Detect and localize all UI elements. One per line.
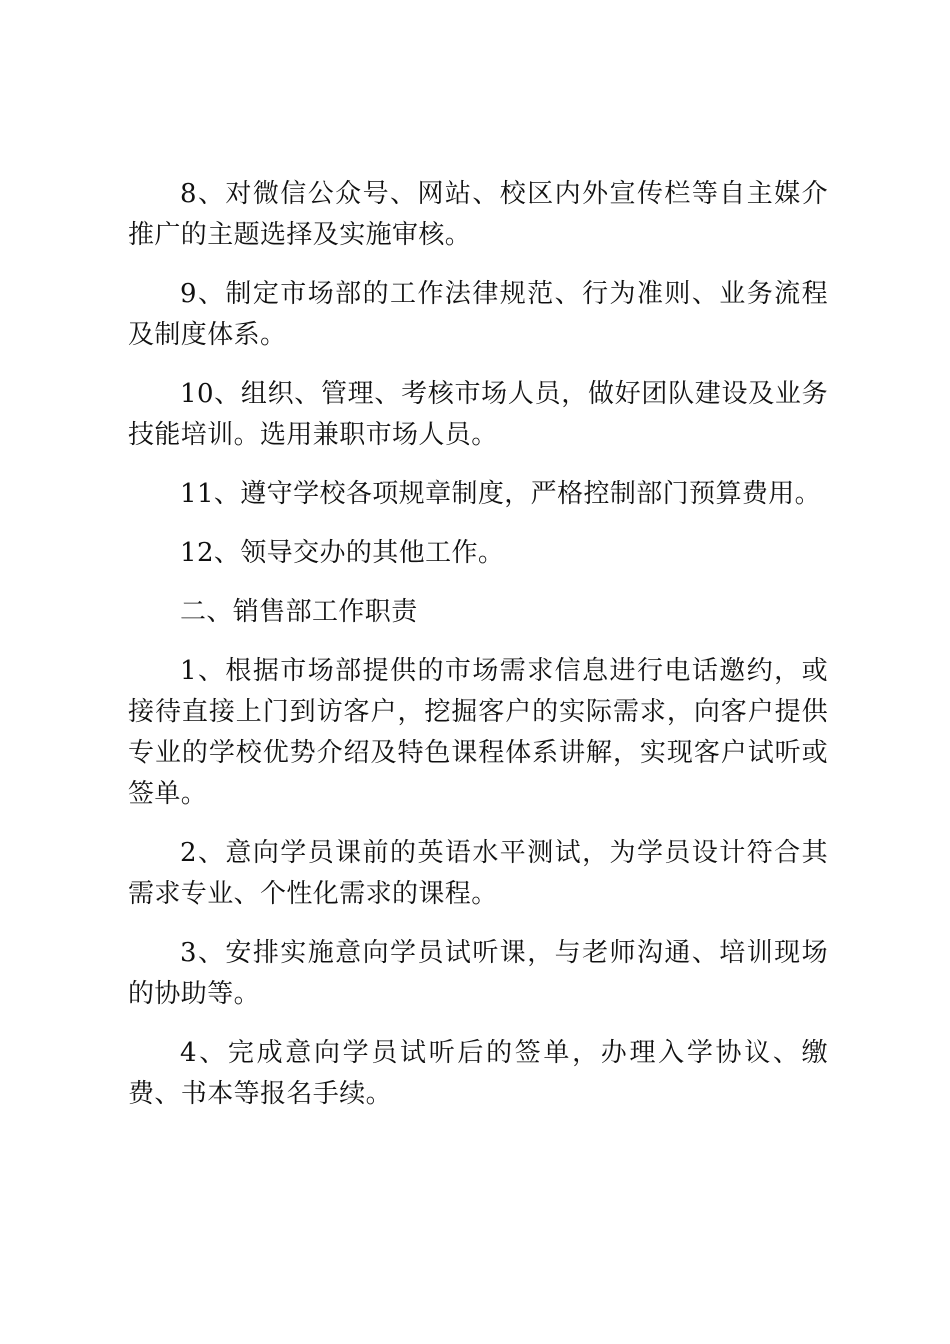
paragraph-sales-item-4: 4、完成意向学员试听后的签单，办理入学协议、缴费、书本等报名手续。	[128, 1038, 828, 1109]
paragraph-item-9: 9、制定市场部的工作法律规范、行为准则、业务流程及制度体系。	[128, 279, 828, 350]
paragraph-item-12: 12、领导交办的其他工作。	[180, 538, 505, 568]
paragraph-item-10: 10、组织、管理、考核市场人员，做好团队建设及业务技能培训。选用兼职市场人员。	[128, 379, 828, 450]
paragraph-item-8: 8、对微信公众号、网站、校区内外宣传栏等自主媒介推广的主题选择及实施审核。	[128, 179, 828, 250]
paragraph-sales-item-3: 3、安排实施意向学员试听课，与老师沟通、培训现场的协助等。	[128, 938, 828, 1009]
section-heading-sales: 二、销售部工作职责	[180, 597, 418, 627]
paragraph-sales-item-2: 2、意向学员课前的英语水平测试，为学员设计符合其需求专业、个性化需求的课程。	[128, 838, 828, 909]
document-body	[128, 174, 828, 1133]
paragraph-item-11: 11、遵守学校各项规章制度，严格控制部门预算费用。	[180, 479, 822, 509]
paragraph-sales-item-1: 1、根据市场部提供的市场需求信息进行电话邀约，或接待直接上门到访客户，挖掘客户的实际需求，向客户提供专业的学校优势介绍及特色课程体系讲解，实现客户试听或签单。	[128, 656, 828, 809]
